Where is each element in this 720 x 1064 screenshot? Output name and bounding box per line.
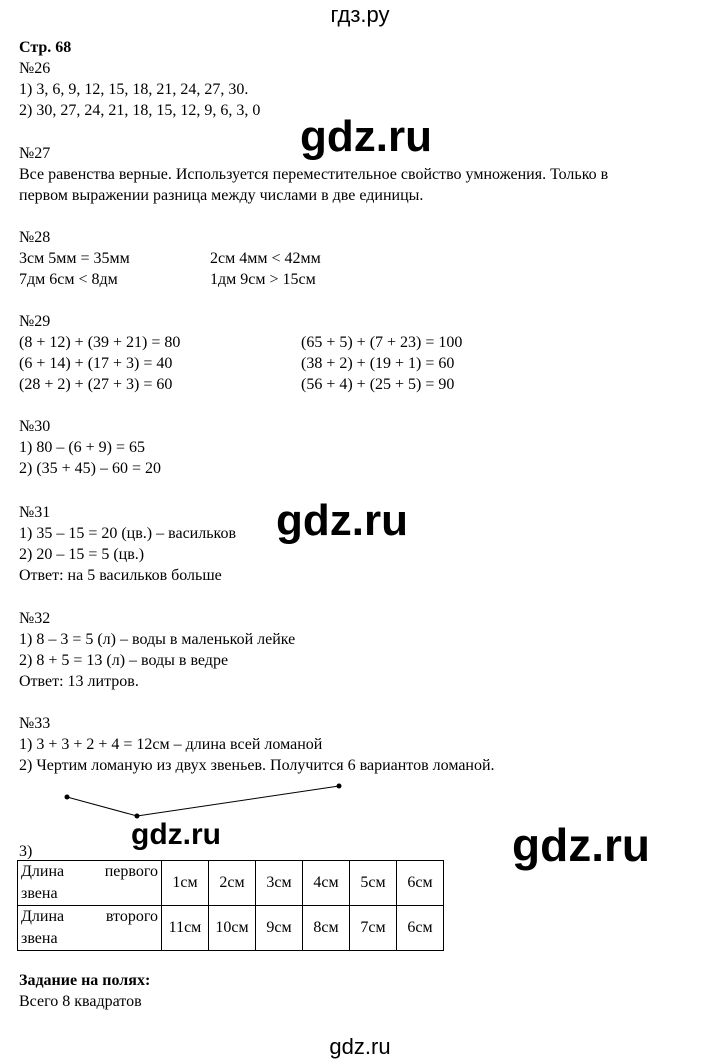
table-cell: 9см <box>256 906 303 951</box>
task-32-line: Ответ: 13 литров. <box>19 673 139 690</box>
watermark: gdz.ru <box>131 818 221 851</box>
watermark: gdz.ru <box>276 496 408 545</box>
task-28-left: 7дм 6см < 8дм <box>19 271 118 288</box>
task-32-number: №32 <box>19 610 51 627</box>
broken-line-point <box>65 795 70 800</box>
table-cell: 11см <box>162 906 209 951</box>
watermark: gdz.ru <box>300 112 432 161</box>
site-header: гдз.ру <box>330 2 390 27</box>
table-cell: 1см <box>162 861 209 906</box>
site-footer: gdz.ru <box>329 1034 391 1059</box>
margin-task-title: Задание на полях: <box>19 972 151 989</box>
table-cell: 8см <box>303 906 350 951</box>
task-27-number: №27 <box>19 145 51 162</box>
margin-task-text: Всего 8 квадратов <box>19 993 142 1010</box>
task-29-right: (56 + 4) + (25 + 5) = 90 <box>301 376 455 393</box>
task-31-number: №31 <box>19 504 51 521</box>
table-cell: 6см <box>397 906 444 951</box>
task-28-right: 1дм 9см > 15см <box>210 271 316 288</box>
task-28-right: 2см 4мм < 42мм <box>210 250 321 267</box>
segment-lengths-table <box>17 860 444 951</box>
page-number: Стр. 68 <box>19 39 72 56</box>
task-29-left: (28 + 2) + (27 + 3) = 60 <box>19 376 173 393</box>
task-33-number: №33 <box>19 715 51 732</box>
task-31-line: Ответ: на 5 васильков больше <box>19 567 222 584</box>
watermark: gdz.ru <box>512 819 650 871</box>
table-cell: 10см <box>209 906 256 951</box>
broken-line-point <box>337 784 342 789</box>
broken-line-segment <box>137 786 339 816</box>
task-29-right: (65 + 5) + (7 + 23) = 100 <box>301 334 463 351</box>
task-26-line: 2) 30, 27, 24, 21, 18, 15, 12, 9, 6, 3, 0 <box>19 102 261 119</box>
task-29-number: №29 <box>19 313 51 330</box>
table-row <box>18 906 444 951</box>
task-26-number: №26 <box>19 60 51 77</box>
task-31-line: 1) 35 – 15 = 20 (цв.) – васильков <box>19 525 237 542</box>
task-29-right: (38 + 2) + (19 + 1) = 60 <box>301 355 455 372</box>
table-cell: 4см <box>303 861 350 906</box>
table-cell: 5см <box>350 861 397 906</box>
table-cell: 7см <box>350 906 397 951</box>
table-cell: 3см <box>256 861 303 906</box>
task-30-line: 1) 80 – (6 + 9) = 65 <box>19 439 146 456</box>
task-30-number: №30 <box>19 418 51 435</box>
row-header: Длина первого звена <box>18 861 162 906</box>
task-29-left: (6 + 14) + (17 + 3) = 40 <box>19 355 173 372</box>
table-cell: 2см <box>209 861 256 906</box>
task-27-line: первом выражении разница между числами в две единицы. <box>19 187 424 204</box>
task-28-left: 3см 5мм = 35мм <box>19 250 130 267</box>
task-26-line: 1) 3, 6, 9, 12, 15, 18, 21, 24, 27, 30. <box>19 81 249 98</box>
table-cell: 6см <box>397 861 444 906</box>
task-33-line: 1) 3 + 3 + 2 + 4 = 12см – длина всей ломаной <box>19 736 323 753</box>
table-row <box>18 861 444 906</box>
task-32-line: 1) 8 – 3 = 5 (л) – воды в маленькой лейке <box>19 631 296 648</box>
task-32-line: 2) 8 + 5 = 13 (л) – воды в ведре <box>19 652 229 669</box>
task-28-number: №28 <box>19 229 51 246</box>
task-27-line: Все равенства верные. Используется переместительное свойство умножения. Только в <box>19 166 609 183</box>
task-33-item-3: 3) <box>19 843 33 860</box>
task-29-left: (8 + 12) + (39 + 21) = 80 <box>19 334 181 351</box>
task-33-line: 2) Чертим ломаную из двух звеньев. Получится 6 вариантов ломаной. <box>19 757 495 774</box>
row-header: Длина второго звена <box>18 906 162 951</box>
broken-line-segment <box>67 797 137 816</box>
task-30-line: 2) (35 + 45) – 60 = 20 <box>19 460 162 477</box>
task-31-line: 2) 20 – 15 = 5 (цв.) <box>19 546 145 563</box>
